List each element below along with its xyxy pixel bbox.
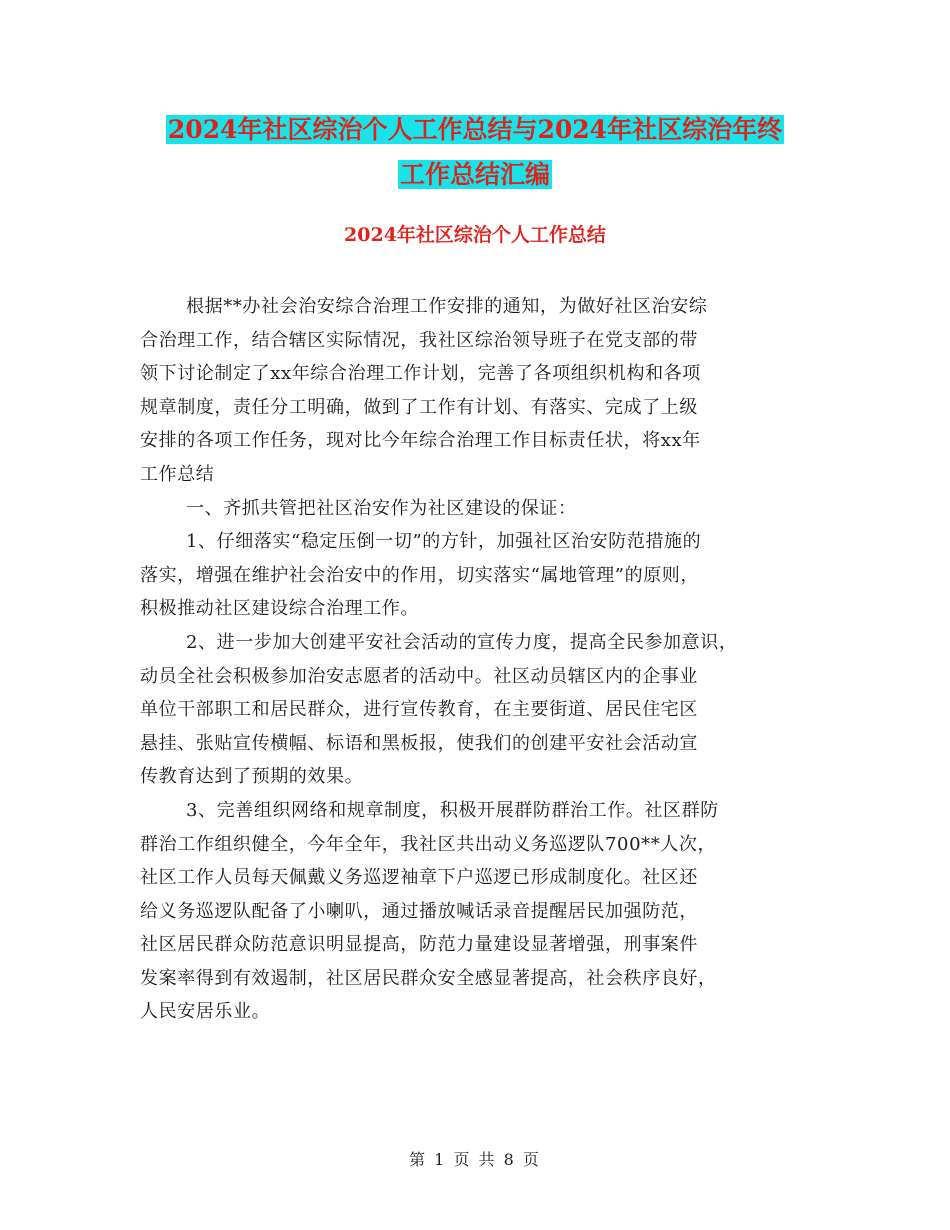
text-line: 合治理工作，结合辖区实际情况，我社区综治领导班子在党支部的带: [140, 329, 698, 351]
text-line: 根据**办社会治安综合治理工作安排的通知，为做好社区治安综: [186, 296, 708, 317]
text-line: 领下讨论制定了xx年综合治理工作计划，完善了各项组织机构和各项: [140, 363, 701, 385]
text-line: 一、齐抓共管把社区治安作为社区建设的保证：: [186, 497, 577, 519]
text-line: 2、进一步加大创建平安社会活动的宣传力度，提高全民参加意识，: [186, 631, 738, 653]
text-line: 动员全社会积极参加治安志愿者的活动中。社区动员辖区内的企事业: [140, 665, 698, 687]
text-line: 单位干部职工和居民群众，进行宣传教育，在主要街道、居民住宅区: [140, 699, 698, 721]
text-line: 传教育达到了预期的效果。: [140, 766, 364, 788]
page-number-footer: 第 1 页 共 8 页: [409, 1150, 541, 1169]
text-line: 悬挂、张贴宣传横幅、标语和黑板报，使我们的创建平安社会活动宣: [140, 732, 698, 754]
text-line: 给义务巡逻队配备了小喇叭，通过播放喊话录音提醒居民加强防范，: [140, 900, 698, 922]
document-title-text-1: 2024年社区综治个人工作总结与2024年社区综治年终: [167, 115, 783, 144]
text-line: 发案率得到有效遏制，社区居民群众安全感显著提高，社会秩序良好，: [140, 967, 717, 989]
text-line: 积极推动社区建设综合治理工作。: [140, 598, 419, 620]
text-line: 工作总结: [140, 463, 215, 485]
text-line: 1、仔细落实“稳定压倒一切”的方针，加强社区治安防范措施的: [186, 531, 702, 553]
text-line: 安排的各项工作任务，现对比今年综合治理工作目标责任状，将xx年: [140, 430, 701, 452]
document-body: [140, 290, 820, 1029]
text-line: 社区工作人员每天佩戴义务巡逻袖章下户巡逻已形成制度化。社区还: [140, 867, 698, 889]
text-line: 落实，增强在维护社会治安中的作用，切实落实“属地管理”的原则，: [140, 564, 700, 586]
text-line: 规章制度，责任分工明确，做到了工作有计划、有落实、完成了上级: [140, 396, 698, 418]
text-line: 社区居民群众防范意识明显提高，防范力量建设显著增强，刑事案件: [140, 934, 698, 956]
document-title-line-2: [0, 155, 950, 195]
document-title-text-2: 工作总结汇编: [399, 160, 550, 189]
text-line: 群治工作组织健全，今年全年，我社区共出动义务巡逻队700**人次，: [140, 833, 717, 855]
text-line: 3、完善组织网络和规章制度，积极开展群防群治工作。社区群防: [186, 799, 719, 821]
section-title: 2024年社区综治个人工作总结: [344, 224, 606, 246]
text-line: 人民安居乐业。: [140, 1001, 271, 1023]
document-title-line-1: [0, 110, 950, 150]
